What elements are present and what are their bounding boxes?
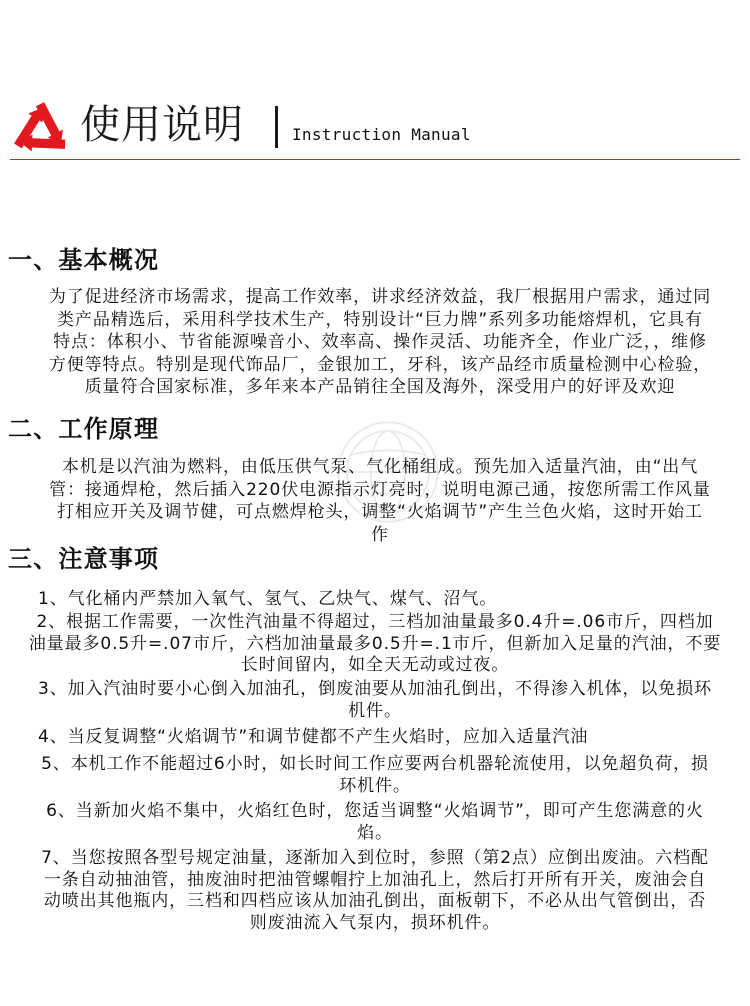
- paragraph-line: 本机是以汽油为燃料，由低压供气泵、气化桶组成。预先加入适量汽油，由“出气: [61, 457, 699, 477]
- precaution-item-1: [0, 589, 750, 611]
- precaution-line: 环机件。: [339, 775, 411, 796]
- paragraph-line: 方便等特点。特别是现代饰品厂，金银加工，牙科，该产品经市质量检测中心检验，: [48, 354, 712, 375]
- precaution-item-5: [0, 754, 750, 797]
- precaution-line: 7、当您按照各型号规定油量，逐渐加入到位时，参照（第2点）应倒出废油。六档配: [41, 848, 709, 868]
- paragraph-line: 特点：体积小、节省能源噪音小、效率高、操作灵活、功能齐全，作业广泛，，维修: [53, 332, 707, 352]
- recycle-arrow: [36, 102, 63, 144]
- precaution-item-2: [0, 612, 750, 677]
- recycle-icon: [8, 91, 74, 157]
- title-divider: [275, 106, 278, 148]
- precaution-line: 6、当新加火焰不集中，火焰红色时，您适当调整“火焰调节”，即可产生您满意的火: [46, 801, 704, 821]
- paragraph-line: 作: [371, 524, 389, 545]
- paragraph-line: 类产品精选后，采用科学技术生产，特别设计“巨力牌”系列多功能熔焊机，它具有: [57, 309, 703, 330]
- page-subtitle: Instruction Manual: [292, 125, 471, 144]
- header-rule: [10, 159, 740, 160]
- precaution-line: 1、气化桶内严禁加入氧气、氢气、乙炔气、煤气、沼气。: [38, 589, 498, 609]
- precaution-line: 焰。: [357, 822, 393, 843]
- recycle-logo-icon: [8, 91, 74, 157]
- precaution-line: 油量最多0.5升=.07市斤，六档加油量最多0.5升=.1市斤，但新加入足量的汽油，不要: [28, 633, 722, 654]
- precaution-line: 4、当反复调整“火焰调节”和调节健都不产生火焰时，应加入适量汽油: [38, 727, 589, 747]
- precaution-line: 则废油流入气泵内，损环机件。: [249, 912, 501, 933]
- precaution-item-4: [0, 727, 750, 749]
- precaution-line: 机件。: [348, 700, 402, 721]
- paragraph-line: 为了促进经济市场需求，提高工作效率，讲求经济效益，我厂根据用户需求，通过同: [48, 287, 712, 307]
- paragraph-line: 打相应开关及调节健，可点燃焊枪头，调整“火焰调节”产生兰色火焰，这时开始工: [57, 502, 703, 522]
- precaution-item-6: [0, 801, 750, 844]
- precaution-line: 5、本机工作不能超过6小时，如长时间工作应要两台机器轮流使用，以免超负荷，损: [41, 754, 709, 774]
- paragraph-line: 质量符合国家标准，多年来本产品销往全国及海外，深受用户的好评及欢迎: [84, 377, 676, 397]
- precaution-line: 动喷出其他瓶内，三档和四档应该从加油孔倒出，面板朝下，不必从出气管倒出，否: [43, 891, 707, 911]
- section-heading-precautions: 三、注意事项: [8, 545, 160, 573]
- section-heading-overview: 一、基本概况: [8, 246, 160, 274]
- precaution-line: 2、根据工作需要，一次性汽油量不得超过，三档加油量最多0.4升=.06市斤，四档加: [36, 612, 714, 632]
- principle-paragraph: [10, 456, 750, 546]
- page-title: 使用说明: [80, 102, 244, 148]
- precaution-item-3: [0, 679, 750, 722]
- paragraph-line: 管：接通焊枪，然后插入220伏电源指示灯亮时，说明电源己通，按您所需工作风量: [49, 479, 711, 500]
- precaution-line: 3、加入汽油时要小心倒入加油孔，倒废油要从加油孔倒出，不得渗入机体，以免损环: [37, 679, 712, 699]
- precaution-item-7: [0, 848, 750, 934]
- section-heading-principle: 二、工作原理: [8, 415, 160, 443]
- precaution-line: 长时间留内，如全天无动或过夜。: [240, 655, 510, 675]
- overview-paragraph: [10, 286, 750, 399]
- precaution-line: 一条自动抽油管，抽废油时把油管螺帽拧上加油孔上，然后打开所有开关，废油会自: [43, 869, 707, 890]
